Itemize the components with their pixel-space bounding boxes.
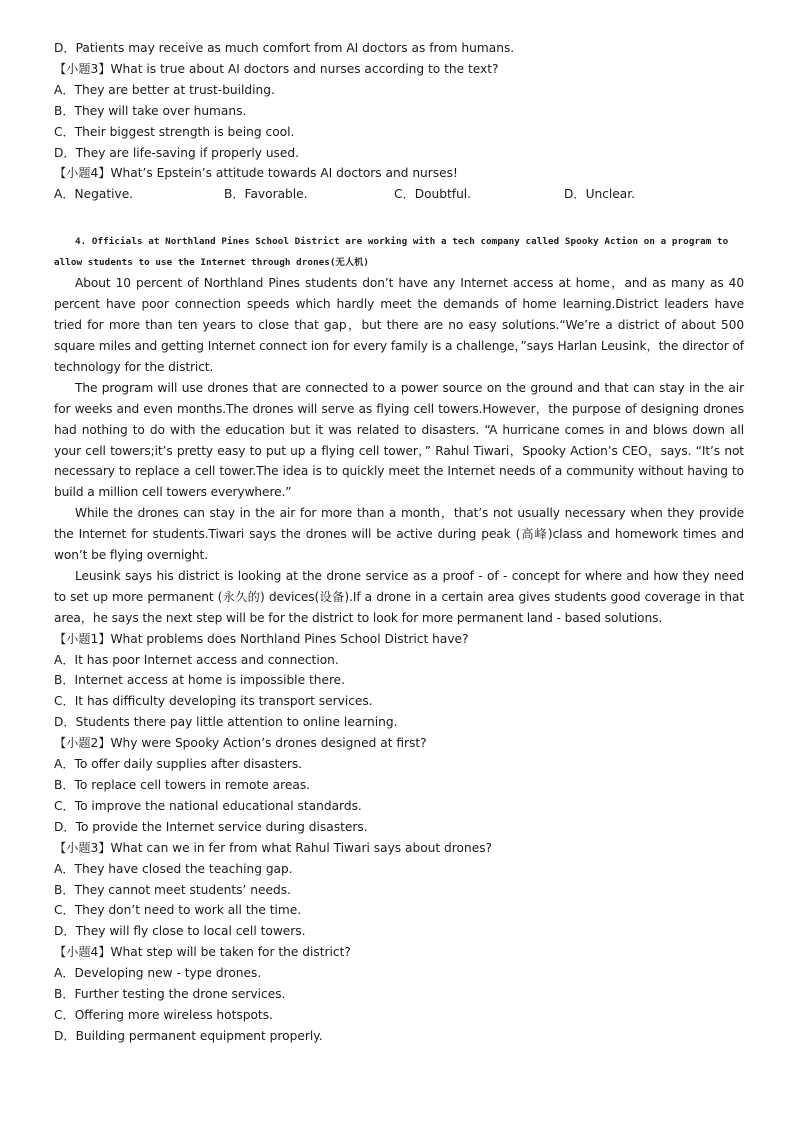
option-c: C．It has difficulty developing its transport services. xyxy=(54,694,373,709)
option-c: C．To improve the national educational standards. xyxy=(54,798,362,813)
option-d: D．They will fly close to local cell towers. xyxy=(54,924,306,939)
option-line: A．They are better at trust-building. xyxy=(54,82,275,97)
paragraph: Leusink says his district is looking at the drone service as a proof - of - concept for where and how they need to set up more permanent (永久的) devices(设备).If a drone in a certain area gives students good coverage in that area，he says the next step will be for the district to look for more permanent land - based solutions. xyxy=(54,568,744,625)
question-stem: 【小题4】What’s Epstein’s attitude towards AI doctors and nurses! xyxy=(54,166,458,181)
option-b: B．They cannot meet students’ needs. xyxy=(54,882,291,897)
option-a: A．It has poor Internet access and connection. xyxy=(54,652,339,667)
option-a: A．They have closed the teaching gap. xyxy=(54,861,293,876)
option-c: C．Offering more wireless hotspots. xyxy=(54,1007,273,1022)
option-b: B．To replace cell towers in remote areas. xyxy=(54,778,311,792)
question-stem: 【小题4】What step will be taken for the district? xyxy=(54,945,351,960)
paragraph: While the drones can stay in the air for more than a month，that’s not usually necessary when they provide the Internet for students.Tiwari says the drones will be active during peak (高峰)class and homework times and won’t be flying overnight. xyxy=(54,506,744,563)
question-stem: 【小题2】Why were Spooky Action’s drones designed at first? xyxy=(54,736,427,751)
option-c: C．They don’t need to work all the time. xyxy=(54,903,302,918)
paragraph: The program will use drones that are connected to a power source on the ground and that can stay in the air for weeks and even months.The drones will serve as flying cell towers.However，the purpose of designing drones had nothing to do with the education but it was related to disasters. “A hurricane comes in and blows down all your cell towers;it’s pretty easy to put up a flying cell tower，” Rahul Tiwari，Spooky Action’s CEO，says. “It’s not necessary to replace a cell tower.The idea is to quickly meet the Internet needs of a community without having to build a million cell towers everywhere.” xyxy=(54,380,744,500)
option-d: D．Students there pay little attention to online learning. xyxy=(54,715,398,730)
option-a: A．Negative. xyxy=(54,187,134,202)
option-line: D．Patients may receive as much comfort from AI doctors as from humans. xyxy=(54,41,515,55)
document-page xyxy=(54,38,744,1047)
option-d: D．To provide the Internet service during disasters. xyxy=(54,819,368,834)
paragraph: About 10 percent of Northland Pines students don’t have any Internet access at home，and as many as 40 percent have poor connection speeds which hardly meet the demands of home learning.District leaders have tried for more than ten years to close that gap，but there are no easy solutions.“We’re a district of about 500 square miles and getting Internet connect ion for every family is a challenge，”says Harlan Leusink，the director of technology for the district. xyxy=(54,276,744,374)
option-d: D．Building permanent equipment properly. xyxy=(54,1028,323,1043)
option-line: B．They will take over humans. xyxy=(54,103,247,118)
question-1 xyxy=(54,629,744,734)
question-3 xyxy=(54,838,744,943)
question-stem: 【小题3】What can we in fer from what Rahul Tiwari says about drones? xyxy=(54,840,493,855)
options-row xyxy=(54,184,744,205)
option-d: D．Unclear. xyxy=(564,187,636,202)
question-stem: 【小题3】What is true about AI doctors and nurses according to the text? xyxy=(54,61,499,76)
option-c: C．Doubtful. xyxy=(394,187,472,202)
question-4 xyxy=(54,942,744,1047)
option-line: C．Their biggest strength is being cool. xyxy=(54,124,295,139)
question-stem: 【小题1】What problems does Northland Pines School District have? xyxy=(54,631,469,646)
question-2 xyxy=(54,733,744,838)
option-a: A．To offer daily supplies after disasters. xyxy=(54,757,303,772)
option-b: B．Favorable. xyxy=(224,187,308,202)
option-line: D．They are life-saving if properly used. xyxy=(54,145,300,160)
option-b: B．Further testing the drone services. xyxy=(54,987,286,1002)
option-a: A．Developing new - type drones. xyxy=(54,966,262,981)
passage-4 xyxy=(54,231,744,1047)
option-b: B．Internet access at home is impossible there. xyxy=(54,673,346,688)
passage-heading: 4. Officials at Northland Pines School District are working with a tech company called Spooky Action on a program to allow students to use the Internet through drones(无人机) xyxy=(54,236,729,269)
previous-section xyxy=(54,38,744,205)
